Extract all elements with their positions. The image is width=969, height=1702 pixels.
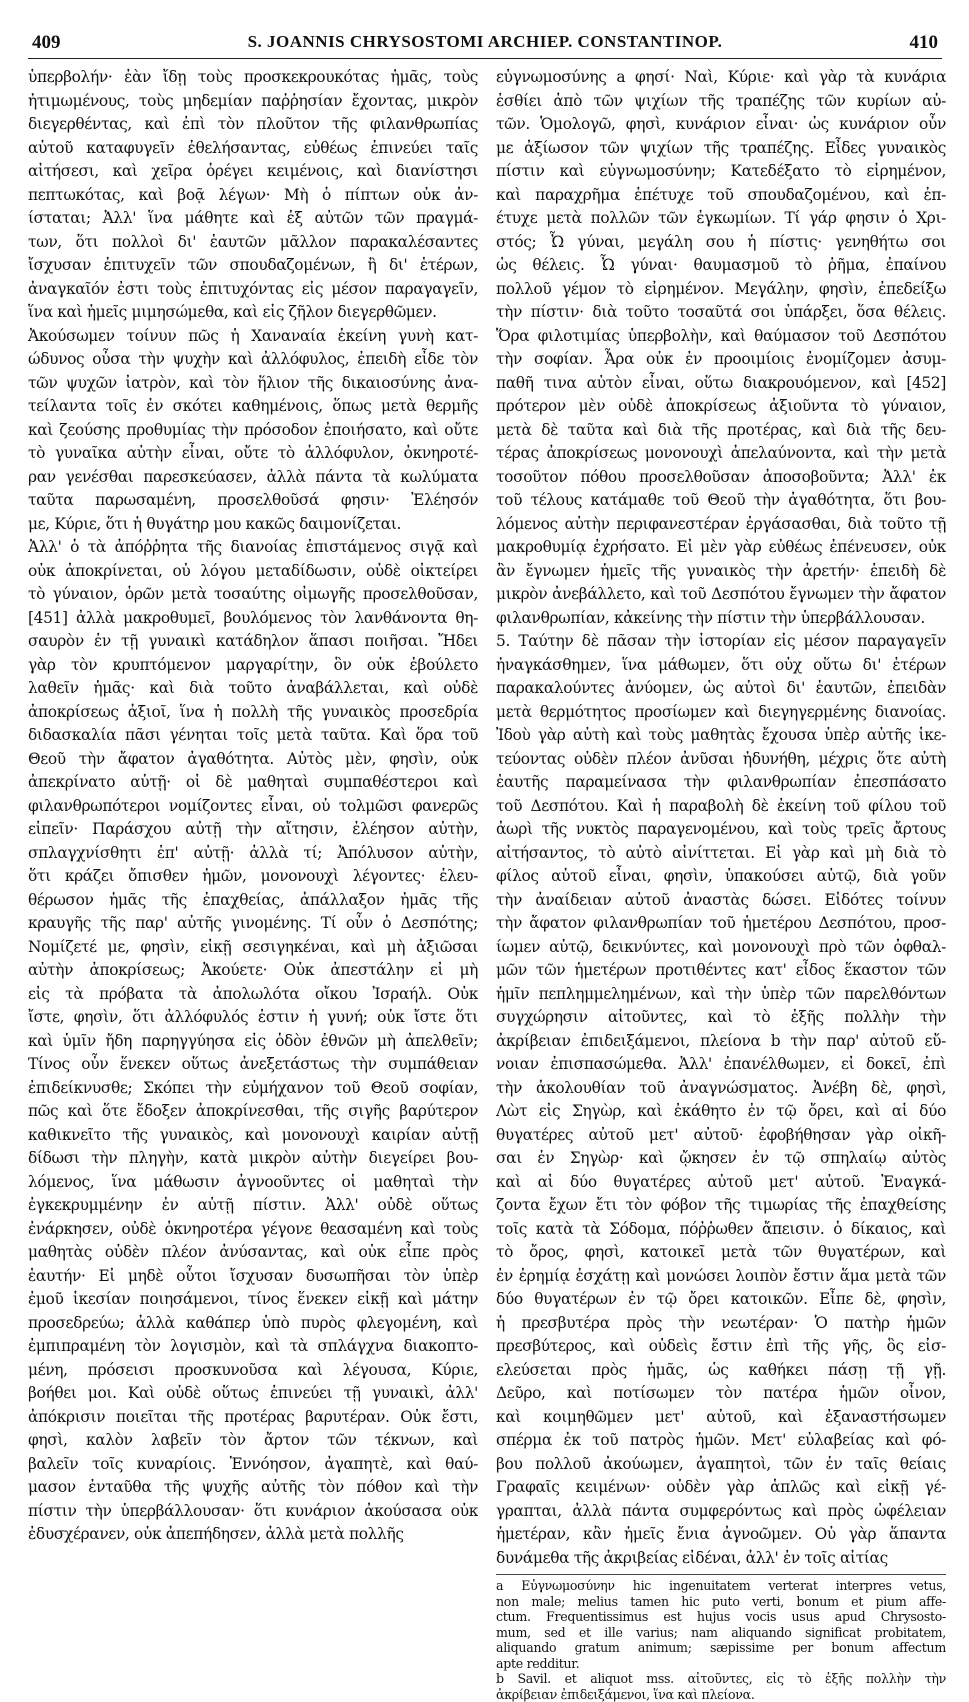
text-line: πρεσβύτερος, καὶ οὐδεὶς ἔστιν ἐπὶ τῆς γῆς, ὃς εἰσ- <box>496 1335 946 1359</box>
text-line: στός; Ὦ γύναι, μεγάλη σου ἡ πίστις· γενηθήτω σοι <box>496 231 946 255</box>
text-line: Ἀκούσωμεν τοίνυν πῶς ἡ Χαναναία ἐκείνη γυνὴ κατ- <box>28 325 478 349</box>
text-line: Λὼτ εἰς Σηγὼρ, καὶ ἐκάθητο ἐν τῷ ὄρει, καὶ αἱ δύο <box>496 1100 946 1124</box>
running-title: S. JOANNIS CHRYSOSTOMI ARCHIEP. CONSTANTINOP. <box>28 32 942 52</box>
footnote-line: b Savil. et aliquot mss. αἰτοῦντες, εἰς τὸ ἐξῆς πολλὴν τὴν <box>496 1671 946 1687</box>
text-line: αἰτήσεσι, καὶ χεῖρα ὀρέγει κειμένοις, καὶ διανίστησι <box>28 160 478 184</box>
text-line: ἑαυτῆς παραμείνασα τὴν φιλανθρωπίαν ἐπεσπάσατο <box>496 771 946 795</box>
text-line: ζοντα ἔχων ἔτι τὸν φόβον τῆς τιμωρίας τῆς ἐπαχθείσης <box>496 1194 946 1218</box>
text-line: ἀωρὶ τῆς νυκτὸς παραγενομένου, καὶ τοὺς τρεῖς ἄρτους <box>496 818 946 842</box>
text-line: τέρας ἀποκρίσεως μονονουχὶ ἀπελαύνοντα, καὶ τὴν μετὰ <box>496 442 946 466</box>
right-column <box>496 66 946 1702</box>
text-line: μασον ἐνταῦθα τῆς ψυχῆς αὐτῆς τὸν πόθον καὶ τὴν <box>28 1476 478 1500</box>
text-line: ἵνα καὶ ἡμεῖς μιμησώμεθα, καὶ εἰς ζῆλον διεγερθῶμεν. <box>28 301 478 325</box>
text-line: ἡμετέραν, κἂν ἡμεῖς ἔνια ἀγνοῶμεν. Οὐ γὰρ ἅπαντα <box>496 1523 946 1547</box>
text-line: καὶ παραχρῆμα ἐπέτυχε τοῦ σπουδαζομένου, καὶ ἐπ- <box>496 184 946 208</box>
text-line: λόμενος αὐτὴν περιφανεστέραν ἐργάσασθαι, διὰ τοῦτο τῇ <box>496 513 946 537</box>
text-line: σαυρὸν ἐν τῇ γυναικὶ κατάδηλον ἅπασι ποιῆσαι. Ἤδει <box>28 630 478 654</box>
text-line: πίστιν καὶ εὐγνωμοσύνην; Κατεδέξατο τὸ εἰρημένον, <box>496 160 946 184</box>
text-line: ἡμῖν πεπλημμελημένων, καὶ τὴν ὑπὲρ τῶν παρελθόντων <box>496 983 946 1007</box>
text-line: μένη, πρόσεισι προσκυνοῦσα καὶ λέγουσα, Κύριε, <box>28 1359 478 1383</box>
text-line: νοιαν ἐπισπασώμεθα. Ἀλλ' ἐπανέλθωμεν, εἰ δοκεῖ, ἐπὶ <box>496 1053 946 1077</box>
text-line: μετὰ δὲ ταῦτα καὶ διὰ τῆς προτέρας, καὶ διὰ τῆς δευ- <box>496 419 946 443</box>
text-line: Ἀλλ' ὁ τὰ ἀπόῤῥητα τῆς διανοίας ἐπιστάμενος σιγᾷ καὶ <box>28 536 478 560</box>
text-line: τοῦ Δεσπότου. Καὶ ἡ παραβολὴ δὲ ἐκείνη τοῦ φίλου τοῦ <box>496 795 946 819</box>
text-line: ἐμοῦ ἱκεσίαν ποιησάμενοι, τίνος ἕνεκεν εἰκῇ καὶ μάτην <box>28 1288 478 1312</box>
text-line: τῶν ψυχῶν ἰατρὸν, καὶ τὸν ἥλιον τῆς δικαιοσύνης ἀνα- <box>28 372 478 396</box>
text-line: τὴν σοφίαν. Ἆρα οὐκ ἐν προοιμίοις ἐνομίζομεν ἀσυμ- <box>496 348 946 372</box>
text-line: ἠτιμωμένους, τοὺς μηδεμίαν παῤῥησίαν ἔχοντας, μικρὸν <box>28 90 478 114</box>
text-line: ἐσθίει ἀπὸ τῶν ψιχίων τῆς τραπέζης τῶν κυρίων αὐ- <box>496 90 946 114</box>
text-line: [451] ἀλλὰ μακροθυμεῖ, βουλόμενος τὸν λανθάνοντα θη- <box>28 607 478 631</box>
text-line: τὴν πίστιν· διὰ τοῦτο τοσαῦτά σοι ὑπάρξει, ὅσα θέλεις. <box>496 301 946 325</box>
text-line: τὸ γυναῖκα αὐτὴν εἶναι, οὔτε τὸ ἀλλόφυλον, ὀκνηροτέ- <box>28 442 478 466</box>
text-line: καὶ ὑμῖν ἤδη παρηγγύησα εἰς ὁδὸν ἐθνῶν μὴ ἀπελθεῖν; <box>28 1030 478 1054</box>
text-line: με, Κύριε, ὅτι ἡ θυγάτηρ μου κακῶς δαιμονίζεται. <box>28 513 478 537</box>
text-line: ὡς θέλεις. Ὦ γύναι· θαυμασμοῦ τὸ ῥῆμα, ἐπαίνου <box>496 254 946 278</box>
text-line: διεγερθέντας, καὶ ἐπὶ τὸν πλοῦτον τῆς φιλανθρωπίας <box>28 113 478 137</box>
page-number-right: 410 <box>910 32 939 54</box>
text-line: ἐπιδείκνυσθε; Σκόπει τὴν εὐμήχανον τοῦ Θεοῦ σοφίαν, <box>28 1077 478 1101</box>
text-line: σπλαγχνίσθητι ἐπ' αὐτῇ· ἀλλὰ τί; Ἀπόλυσον αὐτὴν, <box>28 842 478 866</box>
text-line: πεπτωκότας, καὶ βοᾷ λέγων· Μὴ ὁ πίπτων οὐκ ἀν- <box>28 184 478 208</box>
text-line: ἴστε, φησὶν, ὅτι ἀλλόφυλός ἐστιν ἡ γυνή; οὐκ ἴστε ὅτι <box>28 1006 478 1030</box>
text-line: τοῦ τέλους κατάμαθε τοῦ Θεοῦ τὴν ἀγαθότητα, ὅτι βου- <box>496 489 946 513</box>
text-line: μαθητὰς οὐδὲν πλέον ἀνύσαντας, καὶ οὐκ εἶπε πρὸς <box>28 1241 478 1265</box>
text-line: πῶς καὶ ὅτε ἔδοξεν ἀποκρίνεσθαι, τῆς σιγῆς βαρύτερον <box>28 1100 478 1124</box>
text-line: παρακαλούντες ἀνύομεν, ὡς αὐτοὶ δι' ἑαυτῶν, ἐπειδὰν <box>496 677 946 701</box>
text-line: φίλος αὐτοῦ εἶναι, φησὶν, ὑπακούσει αὐτῷ, διὰ γοῦν <box>496 865 946 889</box>
footnote-line: mum, sed et ille varius; nam aliquando significat probitatem, <box>496 1625 946 1641</box>
text-line: γὰρ τὸν κρυπτόμενον μαργαρίτην, ὃν οὐκ ἐβούλετο <box>28 654 478 678</box>
text-line: θέρωσον ἡμᾶς τῆς ἐπαχθείας, ἀπάλλαξον ἡμᾶς τῆς <box>28 889 478 913</box>
text-line: κραυγῆς τῆς παρ' αὐτῆς γινομένης. Τί οὖν ὁ Δεσπότης; <box>28 912 478 936</box>
text-line: διδασκαλία πᾶσι γένηται τοῖς μετὰ ταῦτα. Καὶ ὅρα τοῦ <box>28 724 478 748</box>
text-line: ἂν ἔγνωμεν ἡμεῖς τῆς γυναικὸς τὴν ἀρετήν· ἐπειδὴ δὲ <box>496 560 946 584</box>
text-line: τὴν ἀκολουθίαν τοῦ ἀναγνώσματος. Ἀνέβη δὲ, φησὶ, <box>496 1077 946 1101</box>
text-line: ίωμεν αὐτῷ, δεικνύντες, καὶ μονονουχὶ πρὸ τῶν ὀφθαλ- <box>496 936 946 960</box>
text-line: Θεοῦ τὴν ἄφατον ἀγαθότητα. Αὐτὸς μὲν, φησὶν, οὐκ <box>28 748 478 772</box>
text-line: εἰπεῖν· Παράσχου αὐτῇ τὴν αἴτησιν, ἐλέησον αὐτὴν, <box>28 818 478 842</box>
text-line: βαλεῖν τοῖς κυναρίοις. Ἐννόησον, ἀγαπητὲ, καὶ θαύ- <box>28 1453 478 1477</box>
text-line: προσεδρεύω; ἀλλὰ καθάπερ ὑπὸ πυρὸς φλεγομένη, καὶ <box>28 1312 478 1336</box>
text-line: τεύοντας οὐδὲν πλέον ἀνῦσαι ἠδυνήθη, μέχρις ὅτε αὐτὴ <box>496 748 946 772</box>
text-line: ἐμπιπραμένη τὸν λογισμὸν, καὶ τὰ σπλάγχνα διακοπτο- <box>28 1335 478 1359</box>
text-line: εὐγνωμοσύνης a φησί· Ναὶ, Κύριε· καὶ γὰρ τὰ κυνάρια <box>496 66 946 90</box>
text-line: σπέρμα ἐκ τοῦ πατρὸς ἡμῶν. Μετ' εὐλαβείας καὶ φό- <box>496 1429 946 1453</box>
footnote-line: ctum. Frequentissimus est hujus vocis usus apud Chrysosto- <box>496 1609 946 1625</box>
text-line: Γραφαῖς κειμένων· οὐδὲν γὰρ ἁπλῶς καὶ εἰκῇ γέ- <box>496 1476 946 1500</box>
text-line: οὐκ ἀποκρίνεται, οὐ λόγου μεταδίδωσιν, οὐδὲ οἰκτείρει <box>28 560 478 584</box>
text-line: τὸ γύναιον, ὁρῶν μετὰ τοσαύτης οἰμωγῆς προσελθοῦσαν, <box>28 583 478 607</box>
text-line: ίσταται; Ἀλλ' ἵνα μάθητε καὶ ἐξ αὐτῶν τῶν πραγμά- <box>28 207 478 231</box>
running-header <box>28 30 942 59</box>
text-line: ἀπεκρίνατο αὐτῇ· οἱ δὲ μαθηταὶ συμπαθέστεροι καὶ <box>28 771 478 795</box>
text-line: φιλανθρωπίαν, κἀκείνης τὴν πίστιν τὴν ὑπερβάλλουσαν. <box>496 607 946 631</box>
text-line: σαι ἐν Σηγὼρ· καὶ ᾤκησεν ἐν τῷ σπηλαίῳ αὐτὸς <box>496 1147 946 1171</box>
text-line: φιλανθρωπότεροι νομίζοντες εἶναι, οὐ τολμῶσι φανερῶς <box>28 795 478 819</box>
text-line: πίστιν τὴν ὑπερβάλλουσαν· ὅτι κυνάριον ἀκούσασα οὐκ <box>28 1500 478 1524</box>
text-line: ἀκρίβειαν ἐπιδειξάμενοι, πλείονα b τὴν παρ' αὐτοῦ εὔ- <box>496 1030 946 1054</box>
footnote-line: ἀκρίβειαν ἐπιδειξάμενοι, ἵνα καὶ πλείονα. <box>496 1687 946 1702</box>
text-line: Ὅρα φιλοτιμίας ὑπερβολὴν, καὶ θαύμασον τοῦ Δεσπότου <box>496 325 946 349</box>
text-line: Νομίζετέ με, φησὶν, εἰκῇ σεσιγηκέναι, καὶ μὴ ἀξιῶσαι <box>28 936 478 960</box>
text-line: μετὰ θερμότητος προσίωμεν καὶ διεγηγερμένης διανοίας. <box>496 701 946 725</box>
footnote-separator <box>496 1574 946 1575</box>
text-line: Δεῦρο, καὶ ποτίσωμεν τὸν πατέρα ἡμῶν οἶνον, <box>496 1382 946 1406</box>
text-line: ἐν ἐρημίᾳ ἐσχάτῃ καὶ μονώσει λοιπὸν ἔστιν ἅμα μετὰ τῶν <box>496 1265 946 1289</box>
text-line: συγχώρησιν αἰτοῦντες, καὶ τὸ ἐξῆς πολλὴν τὴν <box>496 1006 946 1030</box>
text-line: πολλοῦ γέμον τὸ εἰρημένον. Μεγάλην, φησὶν, ἐπεδείξω <box>496 278 946 302</box>
text-line: τοῖς κατὰ τὰ Σόδομα, πόῤῥωθεν ἄπεισιν. ὁ δίκαιος, καὶ <box>496 1218 946 1242</box>
text-line: φησὶ, καλὸν λαβεῖν τὸν ἄρτον τῶν τέκνων, καὶ <box>28 1429 478 1453</box>
text-line: Ἰδοὺ γὰρ αὐτὴ καὶ τοὺς μαθητὰς ἔχουσα ὑπὲρ αὐτῆς ἱκε- <box>496 724 946 748</box>
text-line: καὶ ζεούσης προθυμίας τὴν πρόσοδον ἐποιήσατο, καὶ οὔτε <box>28 419 478 443</box>
text-line: τείλαντα τοῖς ἐν σκότει καθημένοις, ὅπως μετὰ θερμῆς <box>28 395 478 419</box>
text-line: 5. Ταύτην δὲ πᾶσαν τὴν ἱστορίαν εἰς μέσον παραγαγεῖν <box>496 630 946 654</box>
text-line: ἡ πρεσβυτέρα πρὸς τὴν νεωτέραν· Ὁ πατὴρ ἡμῶν <box>496 1312 946 1336</box>
text-line: δίδωσι τὴν πληγὴν, κατὰ μικρὸν αὐτὴν διεγείρει βου- <box>28 1147 478 1171</box>
text-line: Τίνος οὖν ἕνεκεν οὕτως ἀνεξετάστως τὴν συμπάθειαν <box>28 1053 478 1077</box>
text-line: καὶ αἱ δύο θυγατέρες αὐτοῦ μετ' αὐτοῦ. Ἐναγκά- <box>496 1171 946 1195</box>
text-line: βοήθει μοι. Καὶ οὐδὲ οὕτως ἐπινεύει τῇ γυναικὶ, ἀλλ' <box>28 1382 478 1406</box>
text-line: εἰς τὰ πρόβατα τὰ ἀπολωλότα οἴκου Ἰσραήλ. Οὐκ <box>28 983 478 1007</box>
text-line: ἐγκεκρυμμένην ἐν αὐτῇ πίστιν. Ἀλλ' οὐδὲ οὕτως <box>28 1194 478 1218</box>
text-line: καθικνεῖτο τῆς γυναικὸς, καὶ μονονουχὶ καιρίαν αὐτῇ <box>28 1124 478 1148</box>
text-line: ἠναγκάσθημεν, ἵνα μάθωμεν, ὅτι οὐχ οὕτω δι' ἑτέρων <box>496 654 946 678</box>
text-line: ἐδυσχέρανεν, οὐκ ἀπεπήδησεν, ἀλλὰ μετὰ πολλῆς <box>28 1523 478 1547</box>
text-line: των, ὅτι πολλοὶ δι' ἑαυτῶν μᾶλλον παρακαλέσαντες <box>28 231 478 255</box>
text-line: καὶ κοιμηθῶμεν μετ' αὐτοῦ, καὶ ἐξαναστήσωμεν <box>496 1406 946 1430</box>
footnote-line: aliquando gratum animum; sæpissime per bonum affectum <box>496 1640 946 1656</box>
text-line: λόμενος, ἵνα μάθωσιν ἀγνοοῦντες οἱ μαθηταὶ τὴν <box>28 1171 478 1195</box>
left-column <box>28 66 478 1547</box>
text-line: αἰτήσαντος, τὸ αὐτὸ αἰνίττεται. Εἰ γὰρ καὶ μὴ διὰ τὸ <box>496 842 946 866</box>
text-line: ώδυνος οὖσα τὴν ψυχὴν καὶ ἀλλόφυλος, ἐπειδὴ εἶδε τὸν <box>28 348 478 372</box>
text-line: λαθεῖν ἡμᾶς· καὶ διὰ τοῦτο ἀναβάλλεται, καὶ οὐδὲ <box>28 677 478 701</box>
text-line: δυνάμεθα τῆς ἀκριβείας εἰδέναι, ἀλλ' ἐν τοῖς αἰτίας <box>496 1547 946 1571</box>
footnote-line: non male; melius tamen hic puto verti, bonum et pium affe- <box>496 1594 946 1610</box>
text-line: μικρὸν ἀνεβάλλετο, καὶ τοῦ Δεσπότου ἔγνωμεν τὴν ἄφατον <box>496 583 946 607</box>
text-line: ἀποκρίσεως ἀξιοῖ, ἵνα ἡ πολλὴ τῆς γυναικὸς προσεδρία <box>28 701 478 725</box>
footnote-line: a Εὐγνωμοσύνην hic ingenuitatem verterat interpres vetus, <box>496 1578 946 1594</box>
text-line: παθῆ τινα αὐτὸν εἶναι, οὕτω διακρουόμενον, καὶ [452] <box>496 372 946 396</box>
text-line: αὐτὴν ἀποκρίσεως; Ἀκούετε· Οὐκ ἀπεστάλην εἰ μὴ <box>28 959 478 983</box>
text-line: τὸ ὄρος, φησὶ, κατοικεῖ μετὰ τῶν θυγατέρων, καὶ <box>496 1241 946 1265</box>
text-line: ὅτι κράζει ὄπισθεν ἡμῶν, μονονουχὶ λέγοντες· ἐλευ- <box>28 865 478 889</box>
page-number-left: 409 <box>32 32 61 54</box>
text-line: αὐτοῦ καταφυγεῖν ἐθελήσαντας, εὐθέως ἐπινεύει ταῖς <box>28 137 478 161</box>
text-line: με ἀξίωσον τῶν ψιχίων τῆς τραπέζης. Εἶδες γυναικὸς <box>496 137 946 161</box>
text-line: ὑπερβολήν· ἐὰν ἴδῃ τοὺς προσκεκρουκότας ἡμᾶς, τοὺς <box>28 66 478 90</box>
text-line: μῶν τῶν ἡμετέρων προτιθέντες κατ' εἶδος ἕκαστον τῶν <box>496 959 946 983</box>
text-line: μακροθυμίᾳ ἐχρήσατο. Εἰ μὲν γὰρ εὐθέως ἐπένευσεν, οὐκ <box>496 536 946 560</box>
text-line: τῶν. Ὁμολογῶ, φησὶ, κυνάριον εἶναι· ὡς κυνάριον οὖν <box>496 113 946 137</box>
text-line: θυγατέρες αὐτοῦ μετ' αὐτοῦ· ἐφοβήθησαν γὰρ οἰκῆ- <box>496 1124 946 1148</box>
text-line: τοσοῦτον πόθου προσελθοῦσαν ἀποσοβοῦντα; Ἀλλ' ἐκ <box>496 466 946 490</box>
text-line: ταῦτα παρωσαμένη, προσελθοῦσά φησιν· Ἐλέησόν <box>28 489 478 513</box>
text-line: δύο θυγατέρων ἐν τῷ ὄρει κατοικῶν. Εἶπε δὲ, φησὶν, <box>496 1288 946 1312</box>
text-line: πρότερον μὲν οὐδὲ ἀποκρίσεως ἀξιοῦντα τὸ γύναιον, <box>496 395 946 419</box>
text-line: ἀπόκρισιν ποιεῖται τῆς προτέρας βαρυτέραν. Οὐκ ἔστι, <box>28 1406 478 1430</box>
text-line: βου πολλοῦ ἀκούωμεν, ἀγαπητοὶ, τῶν ἐν ταῖς θείαις <box>496 1453 946 1477</box>
text-line: τὴν ἀναίδειαν αὐτοῦ ἀναστὰς δώσει. Εἰδότες τοίνυν <box>496 889 946 913</box>
text-line: έτυχε μετὰ πολλῶν τῶν ἐγκωμίων. Τί γάρ φησιν ὁ Χρι- <box>496 207 946 231</box>
text-line: ἐνάρκησεν, οὐδὲ ὀκνηροτέρα γέγονε θεασαμένη καὶ τοὺς <box>28 1218 478 1242</box>
text-line: γραπται, ἀλλὰ πάντα συμφερόντως καὶ πρὸς ὠφέλειαν <box>496 1500 946 1524</box>
text-line: ἑαυτήν· Εἰ μηδὲ οὗτοι ἴσχυσαν δυσωπῆσαι τὸν ὑπὲρ <box>28 1265 478 1289</box>
text-line: ραν γενέσθαι παρεσκεύασεν, ἀλλὰ πάντα τὰ κωλύματα <box>28 466 478 490</box>
text-line: ελεύσεται πρὸς ἡμᾶς, ὡς καθήκει πάσῃ τῇ γῇ. <box>496 1359 946 1383</box>
text-line: τὴν ἄφατον φιλανθρωπίαν τοῦ ἡμετέρου Δεσπότου, προσ- <box>496 912 946 936</box>
footnote-line: apte redditur. <box>496 1656 946 1672</box>
text-line: ἴσχυσαν ἐπιτυχεῖν τῶν σπουδαζομένων, ἢ δι' ἑτέρων, <box>28 254 478 278</box>
text-line: ἀναγκαῖόν ἐστι τοὺς ἐπιτυχόντας εἰς μέσον παραγαγεῖν, <box>28 278 478 302</box>
